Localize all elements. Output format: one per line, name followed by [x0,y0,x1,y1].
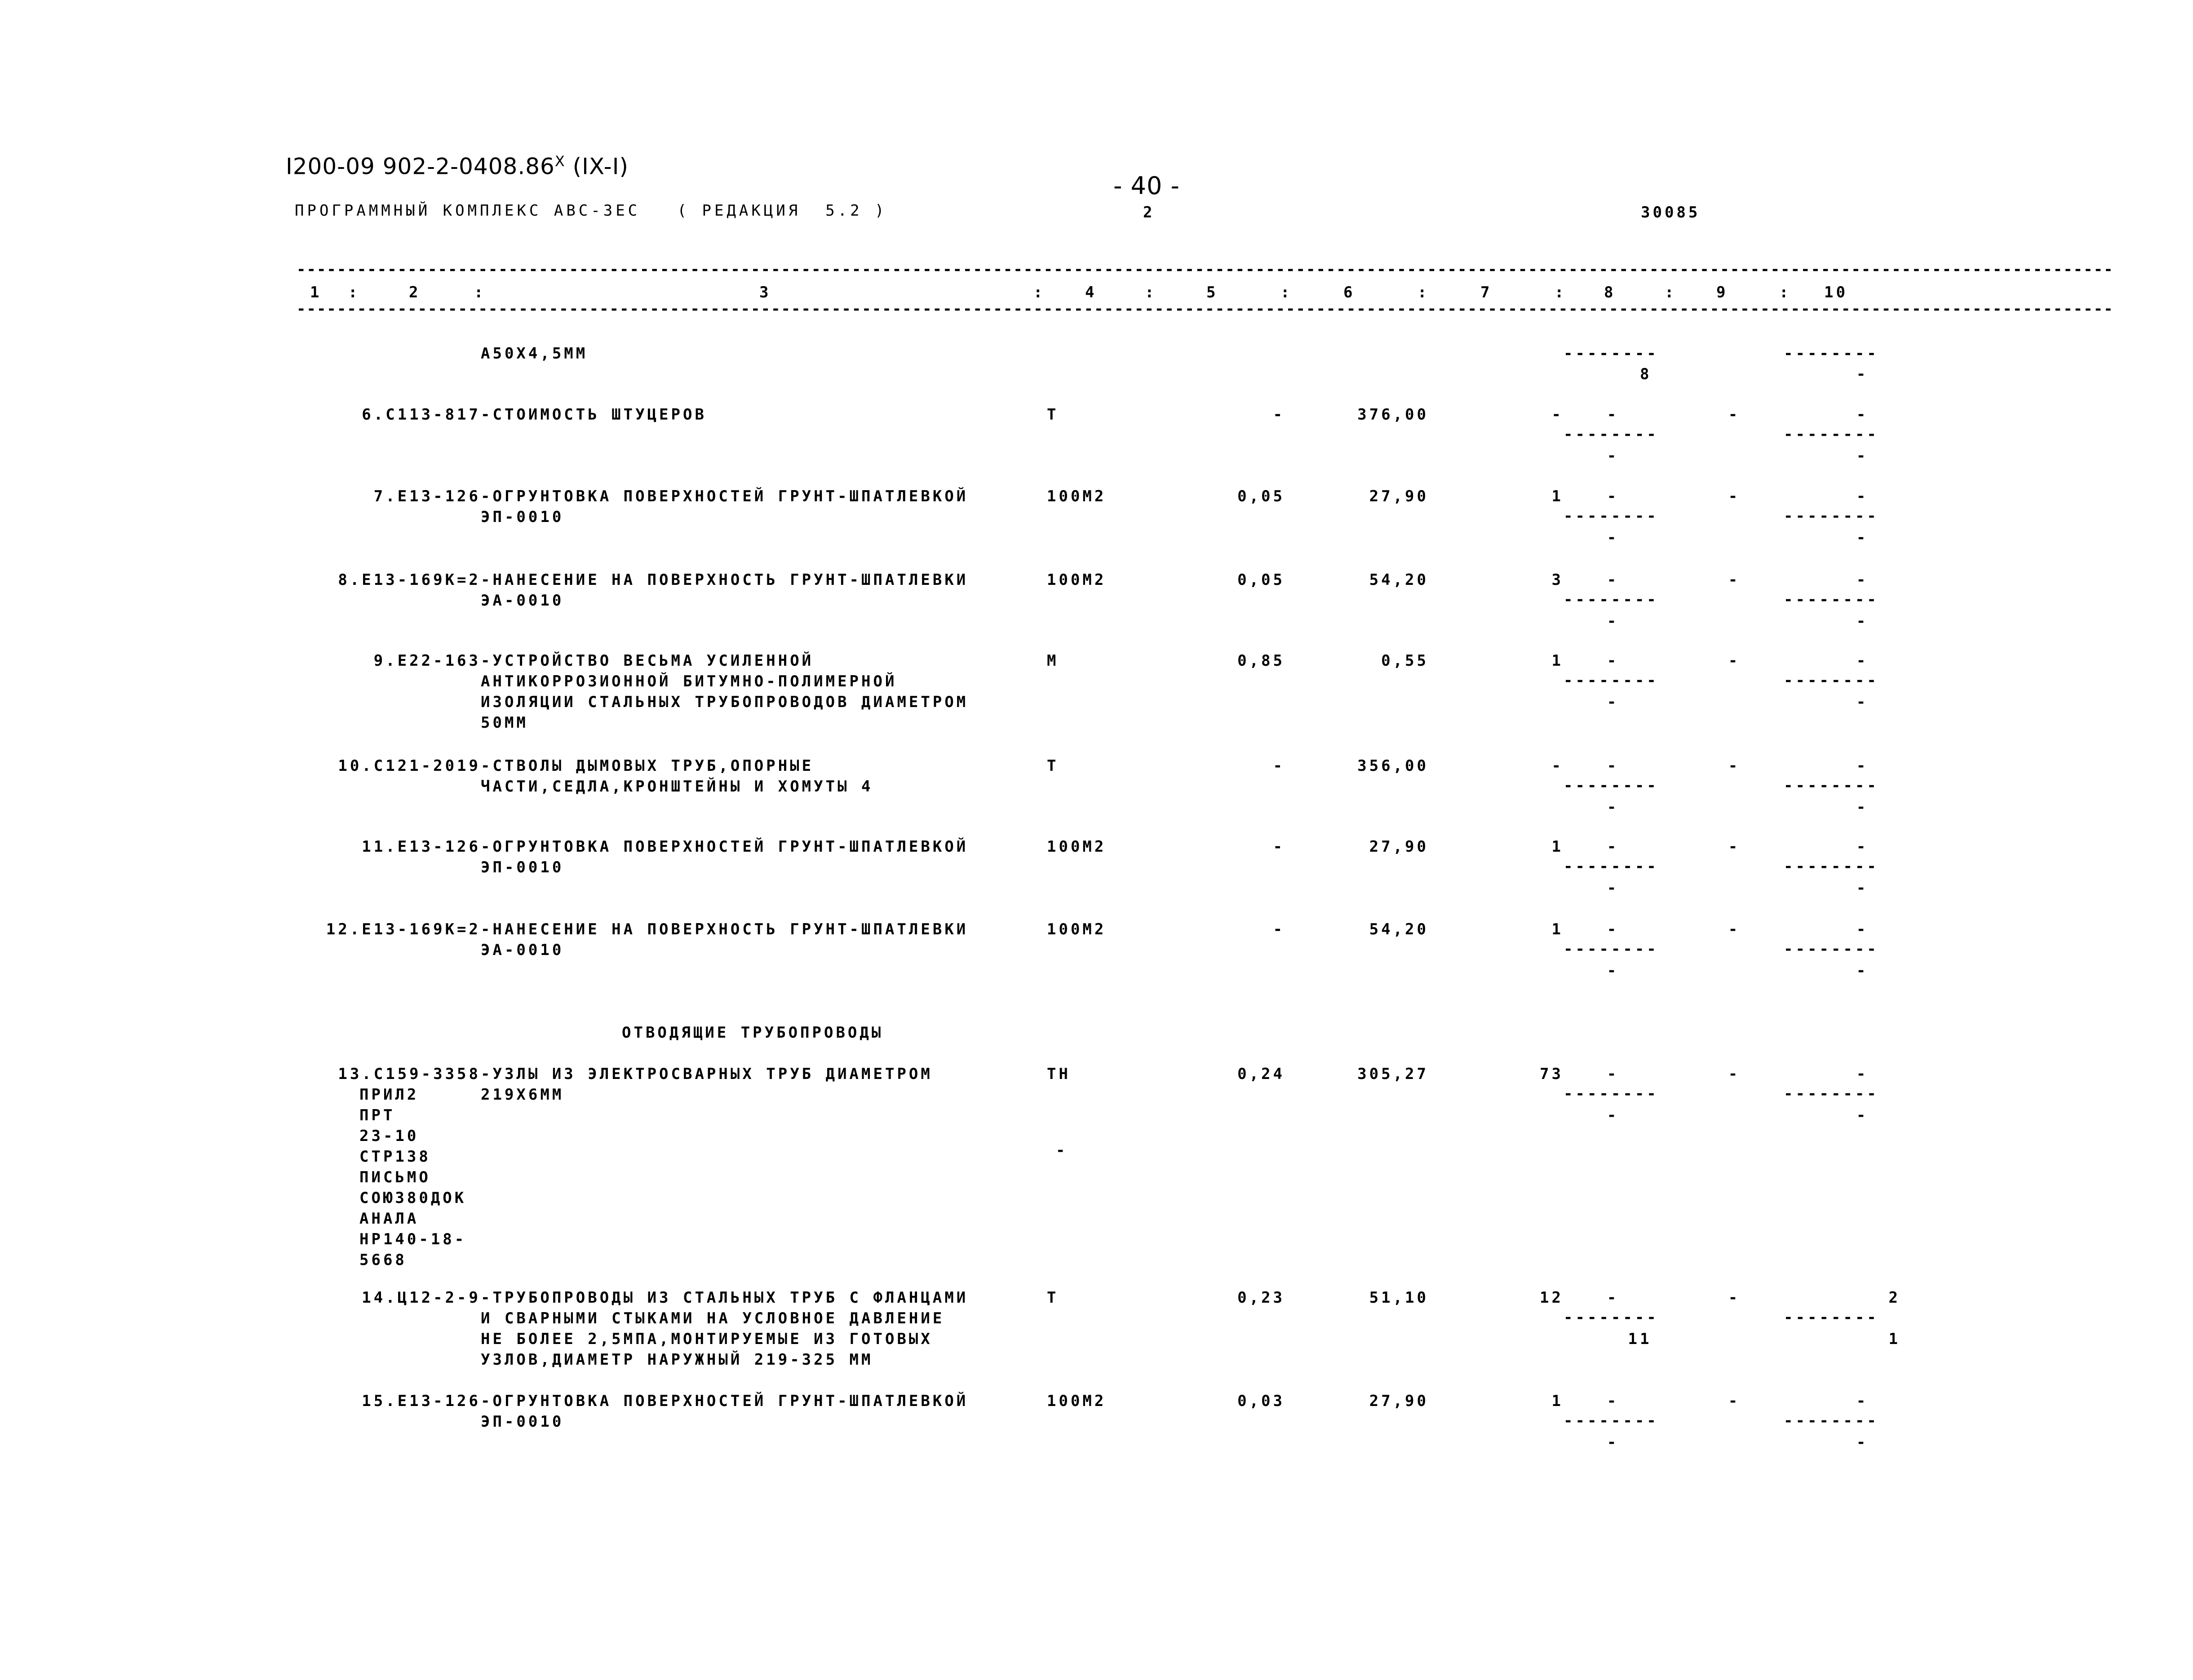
row-7-unit: 100М2 [1047,920,1107,938]
row-3-col10-rule: -------- [1784,591,1879,609]
row-9-col10-bottom: 1 [1888,1330,1901,1348]
row-6-col9: - [1728,838,1741,856]
row-4-name: ИЗОЛЯЦИИ СТАЛЬНЫХ ТРУБОПРОВОДОВ ДИАМЕТРОМ [481,693,969,711]
row-0-col10-rule: -------- [1784,345,1879,363]
row-5-unit: Т [1047,757,1059,775]
program-line: ПРОГРАММНЫЙ КОМПЛЕКС АВС-3ЕС ( РЕДАКЦИЯ 5.2 ) [295,202,887,220]
row-1-col8-top: - [1607,406,1619,424]
row-9-col7: 12 [1540,1289,1564,1307]
column-separator: : [1779,283,1791,301]
row-10-col8-top: - [1607,1392,1619,1410]
row-8-price: 305,27 [1357,1065,1429,1083]
column-header-7: 7 [1480,283,1493,301]
column-header-4: 4 [1085,283,1097,301]
row-5-code: 10.С121-2019 [338,757,481,775]
row-5-col10-rule: -------- [1784,777,1879,795]
row-8-code-extra: СОЮЗ80ДОК [359,1189,467,1207]
doc-code-superscript: X [554,153,565,170]
row-9-name: И СВАРНЫМИ СТЫКАМИ НА УСЛОВНОЕ ДАВЛЕНИЕ [481,1309,945,1327]
row-2-col9: - [1728,487,1741,505]
row-6-name: -ОГРУНТОВКА ПОВЕРХНОСТЕЙ ГРУНТ-ШПАТЛЕВКОЙ [481,838,969,856]
row-4-col8-rule: -------- [1564,672,1659,690]
section-title: ОТВОДЯЩИЕ ТРУБОПРОВОДЫ [622,1024,884,1042]
row-2-qty: 0,05 [1237,487,1285,505]
row-3-col8-rule: -------- [1564,591,1659,609]
row-9-col8-top: - [1607,1289,1619,1307]
row-5-col10-bottom: - [1856,798,1869,816]
row-5-col9: - [1728,757,1741,775]
row-4-col10-top: - [1856,652,1869,670]
row-7-col10-top: - [1856,920,1869,938]
doc-code-suffix: (IX-I) [565,153,629,180]
row-10-code: 15.Е13-126 [362,1392,481,1410]
row-6-col7: 1 [1551,838,1564,856]
row-5-col10-top: - [1856,757,1869,775]
row-8-col10-top: - [1856,1065,1869,1083]
row-2-col8-bottom: - [1607,529,1619,547]
row-8-name: 219Х6ММ [481,1086,564,1104]
column-header-5: 5 [1206,283,1218,301]
row-5-qty: - [1273,757,1285,775]
row-8-code-extra: АНАЛА [359,1210,419,1228]
row-1-code: 6.С113-817 [362,406,481,424]
row-4-col8-top: - [1607,652,1619,670]
row-1-col8-rule: -------- [1564,425,1659,443]
row-9-name: УЗЛОВ,ДИАМЕТР НАРУЖНЫЙ 219-325 ММ [481,1351,873,1369]
row-6-col10-top: - [1856,838,1869,856]
doc-number: 30085 [1641,203,1701,221]
header-top-rule: ------------------------------------------------------------------------------------------------------------------------------------------------------------------------------------ [297,261,2114,279]
row-10-col8-rule: -------- [1564,1412,1659,1430]
row-5-price: 356,00 [1357,757,1429,775]
row-8-col9: - [1728,1065,1741,1083]
page-number: - 40 - [1113,172,1180,200]
column-separator: : [1033,283,1046,301]
row-3-qty: 0,05 [1237,571,1285,589]
row-8-col8-top: - [1607,1065,1619,1083]
row-6-price: 27,90 [1369,838,1429,856]
row-9-col8-rule: -------- [1564,1309,1659,1326]
row-4-name: -УСТРОЙСТВО ВЕСЬМА УСИЛЕННОЙ [481,652,814,670]
row-3-col10-bottom: - [1856,612,1869,630]
row-6-name: ЭП-0010 [481,858,564,876]
column-header-10: 10 [1824,283,1848,301]
row-1-price: 376,00 [1357,406,1429,424]
row-4-name: АНТИКОРРОЗИОННОЙ БИТУМНО-ПОЛИМЕРНОЙ [481,672,897,690]
row-10-name: ЭП-0010 [481,1413,564,1431]
row-6-col8-bottom: - [1607,879,1619,897]
row-3-name: -НАНЕСЕНИЕ НА ПОВЕРХНОСТЬ ГРУНТ-ШПАТЛЕВКИ [481,571,969,589]
row-1-qty: - [1273,406,1285,424]
row-0-col8-bottom: 8 [1640,365,1652,383]
row-7-col9: - [1728,920,1741,938]
row-2-col10-rule: -------- [1784,507,1879,525]
column-header-2: 2 [409,283,421,301]
row-5-col8-top: - [1607,757,1619,775]
row-8-code: 13.С159-3358 [338,1065,481,1083]
row-3-unit: 100М2 [1047,571,1107,589]
column-separator: : [1145,283,1157,301]
row-1-col10-bottom: - [1856,447,1869,465]
row-3-col7: 3 [1551,571,1564,589]
row-4-col7: 1 [1551,652,1564,670]
row-10-price: 27,90 [1369,1392,1429,1410]
row-10-unit: 100М2 [1047,1392,1107,1410]
row-8-unit-extra: - [1056,1141,1068,1159]
row-7-name: -НАНЕСЕНИЕ НА ПОВЕРХНОСТЬ ГРУНТ-ШПАТЛЕВКИ [481,920,969,938]
row-8-code-extra: ПРИЛ2 [359,1086,419,1104]
row-2-col8-rule: -------- [1564,507,1659,525]
row-9-col10-rule: -------- [1784,1309,1879,1326]
row-8-col10-rule: -------- [1784,1085,1879,1103]
row-10-col7: 1 [1551,1392,1564,1410]
column-separator: : [1280,283,1293,301]
row-9-unit: Т [1047,1289,1059,1307]
row-2-col7: 1 [1551,487,1564,505]
row-3-col8-top: - [1607,571,1619,589]
row-7-col8-top: - [1607,920,1619,938]
row-3-name: ЭА-0010 [481,592,564,610]
row-7-qty: - [1273,920,1285,938]
row-7-col8-bottom: - [1607,962,1619,980]
column-header-9: 9 [1716,283,1728,301]
row-1-name: -СТОИМОСТЬ ШТУЦЕРОВ [481,406,707,424]
row-0-name: А50Х4,5ММ [481,345,588,363]
row-0-col8-rule: -------- [1564,345,1659,363]
row-10-col9: - [1728,1392,1741,1410]
row-9-code: 14.Ц12-2-9 [362,1289,481,1307]
row-6-col8-top: - [1607,838,1619,856]
row-6-qty: - [1273,838,1285,856]
column-separator: : [1555,283,1567,301]
row-7-price: 54,20 [1369,920,1429,938]
row-1-col10-top: - [1856,406,1869,424]
doc-code-main: I200-09 902-2-0408.86 [286,153,555,180]
row-1-col7: - [1551,406,1564,424]
row-8-col10-bottom: - [1856,1106,1869,1124]
column-header-3: 3 [759,283,771,301]
row-9-col10-top: 2 [1888,1289,1901,1307]
row-5-col7: - [1551,757,1564,775]
column-separator: : [1418,283,1430,301]
sheet-number: 2 [1143,203,1155,221]
row-8-col8-bottom: - [1607,1106,1619,1124]
row-10-qty: 0,03 [1237,1392,1285,1410]
row-8-code-extra: СТР138 [359,1148,431,1166]
row-4-col10-rule: -------- [1784,672,1879,690]
row-3-code: 8.Е13-169К=2 [338,571,481,589]
column-header-6: 6 [1343,283,1356,301]
row-8-code-extra: НР140-18- [359,1230,467,1248]
row-3-col8-bottom: - [1607,612,1619,630]
row-2-name: ЭП-0010 [481,508,564,526]
row-8-unit: ТН [1047,1065,1071,1083]
row-6-code: 11.Е13-126 [362,838,481,856]
row-8-code-extra: 23-10 [359,1127,419,1145]
row-4-price: 0,55 [1381,652,1429,670]
row-9-price: 51,10 [1369,1289,1429,1307]
row-7-name: ЭА-0010 [481,941,564,959]
row-0-col10-bottom: - [1856,365,1869,383]
row-9-name: -ТРУБОПРОВОДЫ ИЗ СТАЛЬНЫХ ТРУБ С ФЛАНЦАМИ [481,1289,969,1307]
column-separator: : [474,283,486,301]
row-8-code-extra: ПИСЬМО [359,1168,431,1186]
row-2-col10-top: - [1856,487,1869,505]
row-4-col8-bottom: - [1607,693,1619,711]
row-7-code: 12.Е13-169К=2 [326,920,481,938]
column-separator: : [1665,283,1677,301]
row-9-col9: - [1728,1289,1741,1307]
row-6-unit: 100М2 [1047,838,1107,856]
row-8-name: -УЗЛЫ ИЗ ЭЛЕКТРОСВАРНЫХ ТРУБ ДИАМЕТРОМ [481,1065,933,1083]
row-7-col10-rule: -------- [1784,940,1879,958]
row-6-col10-bottom: - [1856,879,1869,897]
row-8-col8-rule: -------- [1564,1085,1659,1103]
row-8-code-extra: ПРТ [359,1106,395,1124]
row-9-col8-bottom: 11 [1628,1330,1652,1348]
row-10-col10-rule: -------- [1784,1412,1879,1430]
row-5-name: -СТВОЛЫ ДЫМОВЫХ ТРУБ,ОПОРНЫЕ [481,757,814,775]
row-1-col8-bottom: - [1607,447,1619,465]
row-3-price: 54,20 [1369,571,1429,589]
row-10-col10-top: - [1856,1392,1869,1410]
row-5-name: ЧАСТИ,СЕДЛА,КРОНШТЕЙНЫ И ХОМУТЫ 4 [481,778,873,796]
row-8-qty: 0,24 [1237,1065,1285,1083]
row-7-col8-rule: -------- [1564,940,1659,958]
row-6-col8-rule: -------- [1564,858,1659,875]
row-2-code: 7.Е13-126 [373,487,481,505]
row-3-col9: - [1728,571,1741,589]
row-4-col9: - [1728,652,1741,670]
row-1-col9: - [1728,406,1741,424]
row-5-col8-rule: -------- [1564,777,1659,795]
row-3-col10-top: - [1856,571,1869,589]
row-10-col8-bottom: - [1607,1433,1619,1451]
row-7-col10-bottom: - [1856,962,1869,980]
row-7-col7: 1 [1551,920,1564,938]
row-8-col7: 73 [1540,1065,1564,1083]
row-4-qty: 0,85 [1237,652,1285,670]
row-2-name: -ОГРУНТОВКА ПОВЕРХНОСТЕЙ ГРУНТ-ШПАТЛЕВКОЙ [481,487,969,505]
row-2-col10-bottom: - [1856,529,1869,547]
header-bottom-rule: ------------------------------------------------------------------------------------------------------------------------------------------------------------------------------------ [297,300,2114,318]
row-8-code-extra: 5668 [359,1251,407,1269]
row-5-col8-bottom: - [1607,798,1619,816]
column-header-1: 1 [310,283,322,301]
column-header-8: 8 [1604,283,1616,301]
row-9-qty: 0,23 [1237,1289,1285,1307]
row-2-unit: 100М2 [1047,487,1107,505]
row-1-col10-rule: -------- [1784,425,1879,443]
row-4-name: 50ММ [481,714,528,732]
row-2-price: 27,90 [1369,487,1429,505]
row-10-col10-bottom: - [1856,1433,1869,1451]
column-separator: : [348,283,360,301]
row-4-col10-bottom: - [1856,693,1869,711]
row-2-col8-top: - [1607,487,1619,505]
row-4-unit: М [1047,652,1059,670]
row-1-unit: Т [1047,406,1059,424]
row-10-name: -ОГРУНТОВКА ПОВЕРХНОСТЕЙ ГРУНТ-ШПАТЛЕВКОЙ [481,1392,969,1410]
row-4-code: 9.Е22-163 [373,652,481,670]
row-6-col10-rule: -------- [1784,858,1879,875]
row-9-name: НЕ БОЛЕЕ 2,5МПА,МОНТИРУЕМЫЕ ИЗ ГОТОВЫХ [481,1330,933,1348]
